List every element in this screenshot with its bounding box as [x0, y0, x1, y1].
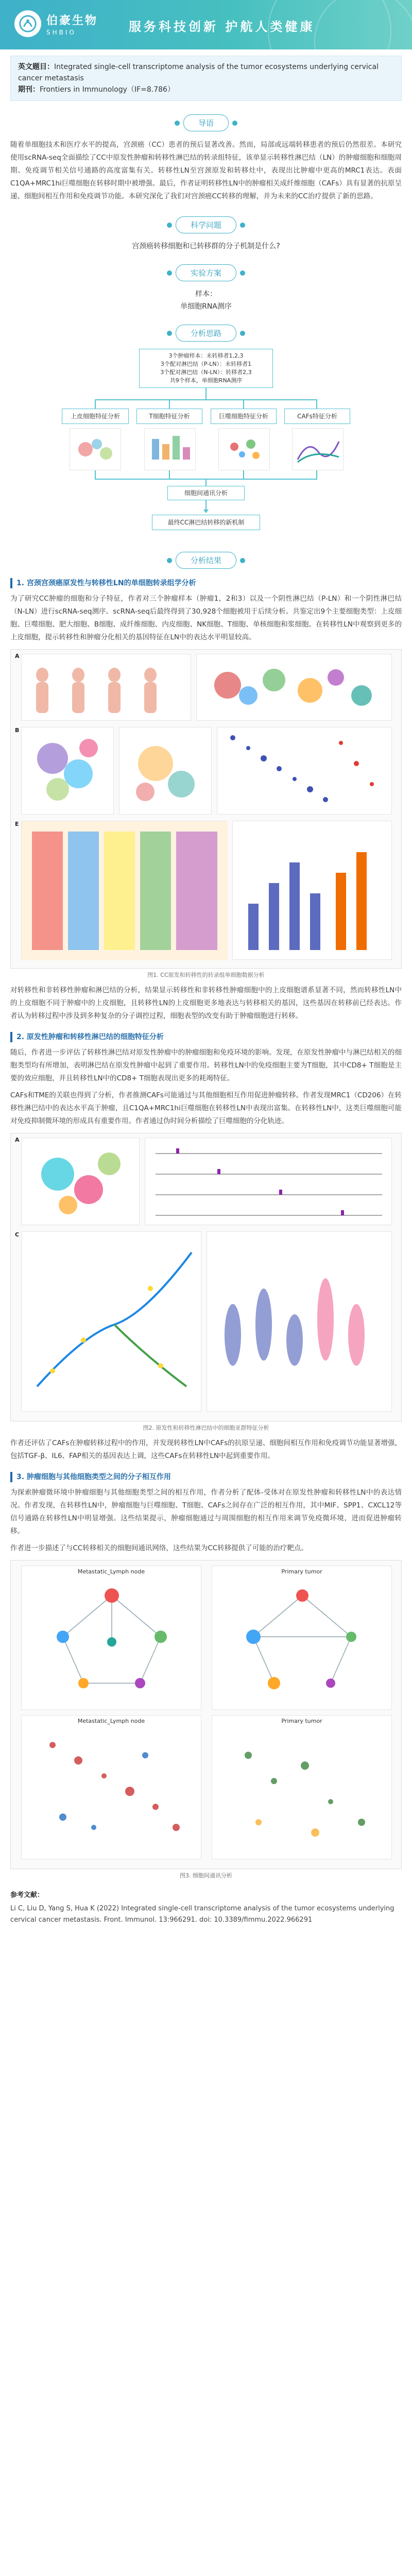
- result-text-2: [10, 1046, 402, 1128]
- flow-arrow: [95, 470, 96, 479]
- flow-arrow: [169, 470, 170, 479]
- flow-arrow: [316, 470, 317, 479]
- result-paragraph: 作者还评估了CAFs在肿瘤转移过程中的作用，并发现转移性LN中CAFs的抗原呈递、细胞间相互作用和免疫调节功能显著增强，包括TGF-β、IL6、FAP相关的基因表达上调，这些CAFs在转移性LN中起到重要作用。: [10, 1439, 402, 1460]
- brand-name-cn: 伯豪生物: [46, 14, 98, 27]
- article-title: Integrated single-cell transcriptome analysis of the tumor ecosystems underlying cervical cancer metastasis: [18, 63, 379, 82]
- fig3-bubble-mln: [21, 1715, 201, 1859]
- section-intro: 导语: [183, 114, 229, 131]
- result-text-3: [10, 1486, 402, 1555]
- header-banner: [0, 0, 412, 49]
- result-subheading-1: 1. 宫颈宫颈癌原发性与转移性LN的单细胞转录组学分析: [10, 578, 402, 588]
- figure-1-caption: 图1. CC原发和转移性的转录组单细胞数据分析: [147, 972, 265, 978]
- flow-arrow: [95, 399, 317, 400]
- section-results: 分析结果: [176, 552, 236, 569]
- flow-line: 共9个样本，单细胞RNA测序: [169, 377, 243, 384]
- figure-1: A B E: [10, 649, 402, 969]
- fig3-panel-title: Metastatic_Lymph node: [77, 1568, 145, 1575]
- brand-logo: [14, 10, 98, 37]
- flow-samples-box: [139, 349, 273, 388]
- fig1-heatmap: [21, 821, 227, 960]
- fig3-bubble-pt: [212, 1715, 392, 1859]
- title-label: 英文题目：: [18, 63, 54, 71]
- references-label: 参考文献：: [10, 1891, 44, 1899]
- fig1-anatomy-panel: [21, 654, 191, 721]
- figure-3: [10, 1560, 402, 1869]
- intro-paragraph: 随着单细胞技术和医疗水平的提高，宫颈癌（CC）患者的预后显著改善。然而，局部或远端转移患者的预后仍然很差。本研究使用scRNA-seq全面描绘了CC中原发性肿瘤和转移性淋巴结的转录组特征，该单显示转移性淋巴结（LN）的肿瘤细胞和细胞周期、免疫调节相关信号通路的高度富集有关。转移性LN至宫颈原发和转移灶中，表现出比肿瘤中更高的MRC1表达。表面C1QA+MRC1hi巨噬细胞在转移时期中被增强。最后，作者证明转移性LN中的肿瘤相关成纤维细胞（CAFs）具有显著的抗原呈递、细胞间相互作用和免疫调节功能。本研究深化了我们对宫颈癌CC转移的理解，并为未来的CC治疗提供了新的思路。: [10, 141, 402, 200]
- flow-arrow: [316, 399, 317, 409]
- fig1-umap-panel: [196, 654, 392, 721]
- fig2-trajectory: [21, 1231, 201, 1412]
- result-paragraph: 作者进一步描述了与CC转移相关的细胞间通讯网络，这些结果为CC转移提供了可能的治疗靶点。: [10, 1544, 308, 1552]
- flow-thumb: [144, 428, 196, 470]
- result-subheading-2: 2. 原发性肿瘤和转移性淋巴结的细胞特征分析: [10, 1032, 402, 1042]
- decor-wave: [314, 0, 412, 49]
- section-experiment: 实验方案: [176, 264, 236, 281]
- experiment-method: 单细胞RNA测序: [180, 302, 232, 311]
- result-paragraph: 为探索肿瘤微环境中肿瘤细胞与其他细胞类型之间的相互作用，作者分析了配体-受体对在原发性肿瘤和转移性LN中的表达情况。作者发现，在转移性LN中，肿瘤细胞与巨噬细胞、T细胞、CAFs之间存在广泛的相互作用，其中MIF、SPP1、CXCL12等信号通路在转移性LN中明显增强。这些结果提示，肿瘤细胞通过与周围细胞的相互作用来调节免疫微环境，进而促进肿瘤转移。: [10, 1488, 402, 1535]
- flow-arrow: [205, 388, 207, 399]
- flow-tcell-box: T细胞特征分析: [136, 409, 202, 424]
- flow-communication-box: 细胞间通讯分析: [167, 486, 245, 500]
- slogan: 服务科技创新 护航人类健康: [129, 20, 315, 34]
- result-paragraph: 对转移性和非转移性肿瘤和淋巴结的分析，结果显示转移性和非转移性肿瘤细胞中的上皮细胞谱系显著不同，然而转移性LN中的上皮细胞不同于肿瘤中的上皮细胞，且转移性LN的上皮细胞更多地表达与转移相关的基因，这些基因在转移前已经表达。作者认为转移过程中涉及到多种复杂的分子调控过程，细胞表型的改变有助于肿瘤细胞进行转移。: [10, 986, 402, 1020]
- fig1-umap-b: [21, 727, 114, 815]
- experiment-sample: 样本：: [195, 290, 217, 298]
- fig1-dotplot: [217, 727, 392, 815]
- flow-line: 3个肿瘤样本：未转移者1,2,3: [168, 352, 244, 359]
- brand-name-en: SHBIO: [46, 28, 76, 36]
- flow-thumb: [70, 428, 121, 470]
- fig2-umap: [21, 1138, 140, 1225]
- flow-caf-box: CAFs特征分析: [284, 409, 350, 424]
- flow-line: 3个配对淋巴结（P-LN）：未转移者1: [160, 361, 252, 367]
- fig1-bars: [232, 821, 392, 960]
- fig3-panel-title: Primary tumor: [281, 1568, 322, 1575]
- flow-arrowhead: [203, 510, 209, 513]
- journal-label: 期刊：: [18, 86, 40, 94]
- fig3-network-pt: [212, 1566, 392, 1710]
- figure-3-caption: 图3. 细胞间通讯分析: [180, 1872, 232, 1879]
- result-text-2b: [10, 1437, 402, 1463]
- section-question: 科学问题: [176, 216, 236, 233]
- article-info: [10, 56, 402, 101]
- result-paragraph: CAFs和TME的关联也得到了分析，作者推测CAFs可能通过与其他细胞相互作用促进肿瘤转移。作者发现MRC1（CD206）在转移性淋巴结中的表达水平高于肿瘤，且C1QA+MRC1hi巨噬细胞在转移性LN中表现出富集。在转移性LN中，这类巨噬细胞可能对免疫抑制微环境的形成具有重要作用。作者通过伪时间分析描绘了巨噬细胞的分化轨迹。: [10, 1091, 402, 1125]
- fig3-network-mln: [21, 1566, 201, 1710]
- logo-mark-icon: [14, 10, 41, 37]
- flow-arrow: [205, 479, 207, 486]
- flow-epithelial-box: 上皮细胞特征分析: [62, 409, 129, 424]
- flow-arrow: [169, 399, 170, 409]
- result-subheading-3: 3. 肿瘤细胞与其他细胞类型之间的分子相互作用: [10, 1472, 402, 1482]
- fig3-panel-title: Primary tumor: [281, 1718, 322, 1724]
- flow-arrow: [205, 500, 207, 511]
- flow-conclusion-box: 最终CC淋巴结转移的新机制: [152, 515, 260, 530]
- figure-2: A C: [10, 1133, 402, 1421]
- references: [10, 1890, 402, 1926]
- strategy-flowchart: [62, 349, 350, 534]
- journal-name: Frontiers in Immunology（IF=8.786）: [40, 86, 175, 94]
- fig3-panel-title: Metastatic_Lymph node: [77, 1718, 145, 1724]
- question-text: 宫颈癌转移细胞和已转移群的分子机制是什么?: [132, 242, 280, 250]
- fig2-tracks: [145, 1138, 392, 1225]
- result-paragraph: 随后，作者进一步评估了转移性淋巴结对原发性肿瘤中的肿瘤细胞和免疫环境的影响。发现，在原发性肿瘤中与淋巴结相关的细胞类型均有所增加，表明淋巴结在原发性肿瘤中起到了重要作用。转移性LN中的免疫细胞主要为T细胞，其中CD8+ T细胞是主要的效应细胞，并且转移性LN中的CD8+ T细胞表现出更多的耗竭特征。: [10, 1048, 402, 1082]
- flow-thumb: [292, 428, 344, 470]
- flow-line: 3个配对淋巴结（N-LN）：转移者2,3: [160, 369, 252, 376]
- flow-arrow: [243, 470, 244, 479]
- flow-macrophage-box: 巨噬细胞特征分析: [211, 409, 277, 424]
- intro-text: [10, 139, 402, 203]
- flow-arrow: [243, 399, 244, 409]
- result-text-1: [10, 592, 402, 644]
- fig1-umap-c: [119, 727, 212, 815]
- flow-arrow: [95, 399, 96, 409]
- result-paragraph: 为了研究CC肿瘤的细胞和分子特征，作者对三个肿瘤样本（肿瘤1，2和3）以及一个阴性淋巴结（P-LN）和一个阴性淋巴结（N-LN）进行scRNA-seq测序。scRNA-seq后最终得到了30,928个细胞被用于后续分析。共鉴定出9个主要细胞类型：上皮细胞、巨噬细胞、肥大细胞、B细胞、成纤维细胞、内皮细胞、NK细胞、T细胞、单核细胞和浆细胞。在转移性LN中观察到更多的上皮细胞，提示转移性和肿瘤分化相关的基因特征在LN中的表达水平明显较高。: [10, 595, 402, 641]
- result-text-1b: [10, 984, 402, 1023]
- flow-thumb: [218, 428, 270, 470]
- figure-2-caption: 图2. 原发性和转移性淋巴结中的细胞亚群特征分析: [143, 1425, 269, 1431]
- fig2-violin: [207, 1231, 392, 1412]
- reference-entry: Li C, Liu D, Yang S, Hua K (2022) Integrated single-cell transcriptome analysis of the tumor ecosystems underlying cervical cancer metastasis. Front. Immunol. 13:966291. doi: 10.3389/fimmu.2022.966291: [10, 1905, 394, 1924]
- section-strategy: 分析思路: [176, 325, 236, 342]
